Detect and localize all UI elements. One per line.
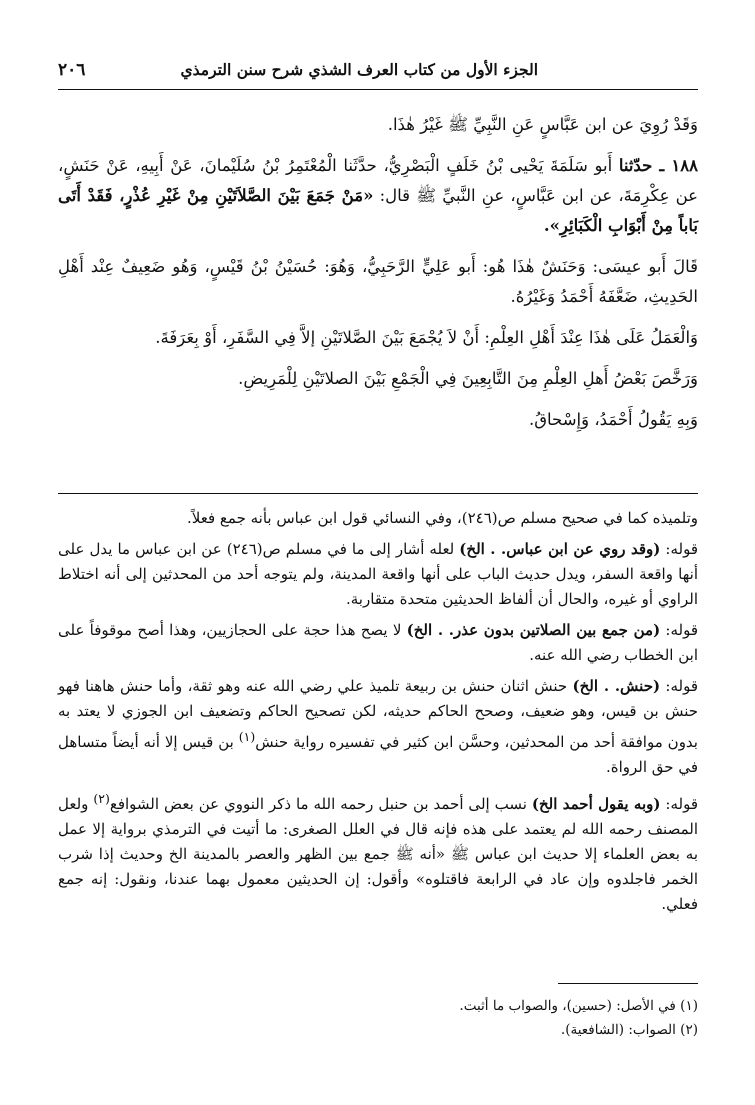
commentary-1	[58, 537, 698, 612]
footnote-ref-2[interactable]: (٢)	[93, 791, 110, 806]
commentary-3-prefix: قوله:	[660, 677, 698, 695]
section-divider	[58, 493, 698, 494]
hadith-chain: أَبو سَلَمَةَ يَحْيى بْنُ خَلَفٍ الْبَصْرِيُّ، حدَّثَنا الْمُعْتَمِرُ بْنُ سُلَيْمانَ، عَنْ أَبِيهِ، عَنْ حَنَشٍ، عن عِكْرِمَةَ، عن ابن عَبَّاسٍ، عنِ النَّبيِّ ﷺ قال:	[58, 156, 699, 205]
main-paragraph-1	[58, 110, 698, 140]
footnote-2: (٢) الصواب: (الشافعية).	[560, 1022, 698, 1038]
commentary-0	[58, 506, 698, 531]
main-paragraph-4-text: وَالْعَمَلُ عَلَى هٰذَا عِنْدَ أَهْلِ العِلْمِ: أَنْ لاَ يُجْمَعَ بَيْنَ الصَّلاتَيْنِ إلاَّ فِي السَّفَرِ، أَوْ بِعَرَفَةَ.	[155, 328, 698, 347]
footnote-divider	[558, 983, 698, 984]
commentary	[58, 506, 698, 923]
main-paragraph-5	[58, 364, 698, 394]
commentary-1-heading: (وقد روي عن ابن عباس. . الخ)	[459, 540, 661, 558]
running-title: الجزء الأول من كتاب العرف الشذي شرح سنن الترمذي	[180, 60, 538, 79]
commentary-3-text-cont: بن قيس إلا أنه أيضاً متساهل في حق الرواة.	[58, 733, 698, 776]
commentary-1-text: لعله أشار إلى ما في مسلم ص(٢٤٦) عن ابن عباس ما يدل على أنها واقعة السفر، ويدل حديث الباب على أنها واقعة المدينة، ولم يتوجه أحد من المحدثين إلى أنه اختلاط الراوي أو غيره، والحال أن ألفاظ الحديثين متحدة متقاربة.	[58, 540, 698, 608]
hadith-188	[58, 151, 698, 241]
commentary-0-text: وتلميذه كما في صحيح مسلم ص(٢٤٦)، وفي النسائي قول ابن عباس بأنه جمع فعلاً.	[187, 509, 698, 527]
commentary-2	[58, 618, 698, 668]
commentary-4-text: نسب إلى أحمد بن حنبل رحمه الله ما ذكر النووي عن بعض الشوافع	[109, 795, 532, 813]
hadith-number: ١٨٨ ـ حدّثنا	[618, 156, 698, 175]
footnotes	[58, 994, 698, 1042]
commentary-4-prefix: قوله:	[660, 795, 699, 813]
main-paragraph-5-text: وَرَخَّصَ بَعْضُ أَهلِ العِلْمِ مِنَ التَّابِعِينَ فِي الْجَمْعِ بَيْنَ الصلاتَيْنِ لِلْمَرِيضِ.	[238, 369, 698, 388]
commentary-3-heading: (حنش. . الخ)	[572, 677, 661, 695]
commentary-2-heading: (من جمع بين الصلاتين بدون عذر. . الخ)	[406, 621, 661, 639]
commentary-4	[58, 786, 698, 917]
main-text	[58, 110, 698, 446]
main-paragraph-6-text: وَبِهِ يَقُولُ أَحْمَدُ، وَإِسْحاقُ.	[528, 410, 698, 429]
commentary-4-heading: (وبه يقول أحمد الخ)	[531, 795, 661, 813]
main-paragraph-1-text: وَقَدْ رُوِيَ عن ابن عَبَّاسٍ عَنِ النَّبِيِّ ﷺ غَيْرُ هٰذَا.	[387, 115, 698, 134]
commentary-1-prefix: قوله:	[660, 540, 698, 558]
commentary-3	[58, 674, 698, 780]
main-paragraph-3-text: قَالَ أَبو عيسَى: وَحَنَشٌ هٰذَا هُو: أَبو عَلِيٍّ الرَّحَبِيُّ، وَهُوَ: حُسَيْنُ بْنُ قَيْسٍ، وَهُو ضَعِيفٌ عِنْد أَهْلِ الحَدِيثِ، ضَعَّفَهُ أَحْمَدُ وَغَيْرُهُ.	[58, 257, 698, 306]
commentary-2-prefix: قوله:	[660, 621, 698, 639]
main-paragraph-4	[58, 323, 698, 353]
page-header	[58, 56, 698, 90]
commentary-2-text: لا يصح هذا حجة على الحجازيين، وهذا أصح موقوفاً على ابن الخطاب رضي الله عنه.	[58, 621, 698, 664]
footnote-ref-1[interactable]: (١)	[238, 729, 256, 744]
commentary-4-text-cont: ولعل المصنف رحمه الله لم يعتمد على هذه فإنه قال في العلل الصغرى: ما أتيت في الترمذي برواية إلا عمل به بعض العلماء إلا حديث ابن عباس ﷺ «أنه ﷺ جمع بين الظهر والعصر بالمدينة الخ وحديث إذا شرب الخمر فاجلدوه وإن عاد في الرابعة فاقتلوه» وأقول: إن الحديثين معمول بهما عندنا، ونقول: إنه جمع فعلي.	[58, 795, 698, 913]
commentary-3-text: حنش اثنان حنش بن ربيعة تلميذ علي رضي الله عنه وهو ثقة، وأما حنش هاهنا فهو حنش بن قيس، وهو ضعيف، وصحح الحاكم حديثه، لكن تصحيح الحاكم وتضعيف ابن الجوزي لا يعتد به بدون موافقة أحد من المحدثين، وحسَّن ابن كثير في تفسيره رواية حنش	[58, 677, 698, 751]
header-rule	[58, 89, 698, 90]
footnote-1: (١) في الأصل: (حسين)، والصواب ما أثبت.	[459, 998, 698, 1014]
main-paragraph-6	[58, 405, 698, 435]
page-number: ٢٠٦	[58, 60, 86, 80]
hadith-quote: «مَنْ جَمَعَ بَيْنَ الصَّلاَتَيْنِ مِنْ غَيْرِ عُذْرٍ، فَقَدْ أَتَى بَاباً مِنْ أَبْوَابِ الْكَبَائِرِ».	[58, 186, 698, 235]
main-paragraph-3	[58, 252, 698, 312]
